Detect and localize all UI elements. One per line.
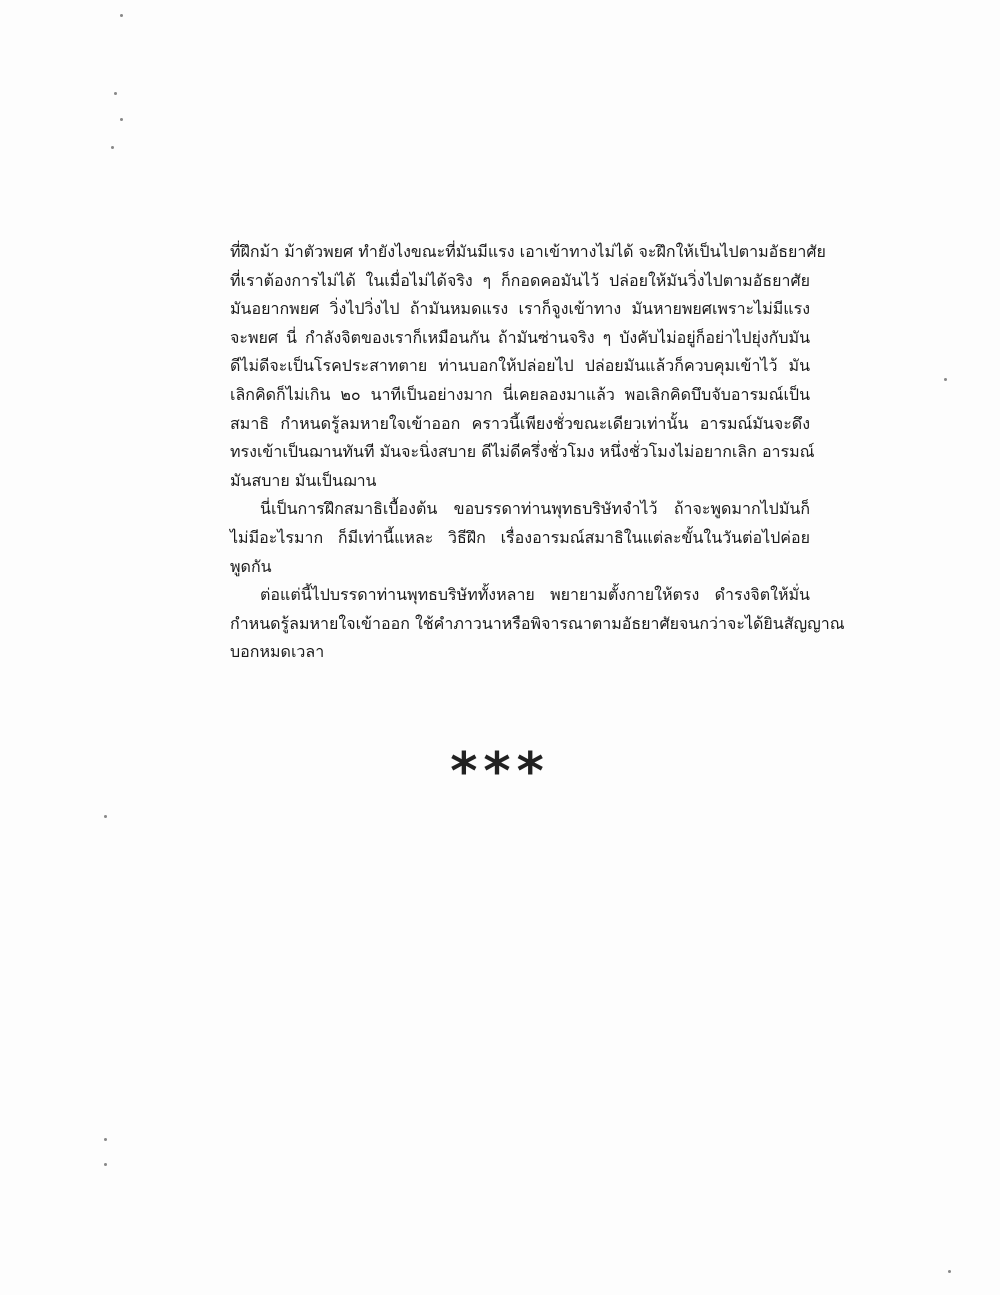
scan-speck — [120, 14, 123, 17]
scan-speck — [111, 146, 114, 149]
text-line: ที่ฝึกม้า ม้าตัวพยศ ทำยังไงขณะที่มันมีแรง เอาเข้าทางไม่ได้ จะฝึกให้เป็นไปตามอัธยาศัย — [230, 242, 826, 261]
scan-speck — [944, 378, 947, 381]
text-line: ต่อแต่นี้ไปบรรดาท่านพุทธบริษัททั้งหลาย พยายามตั้งกายให้ตรง ดำรงจิตให้มั่น — [260, 585, 810, 605]
text-line: มันสบาย มันเป็นฌาน — [230, 470, 377, 490]
text-line: พูดกัน — [230, 556, 272, 576]
scan-speck — [948, 1270, 951, 1273]
text-line: ทรงเข้าเป็นฌานทันที มันจะนิ่งสบาย ดีไม่ดีครึ่งชั่วโมง หนึ่งชั่วโมงไม่อยากเลิก อารมณ์ — [230, 442, 815, 462]
text-line: เลิกคิดก็ไม่เกิน ๒๐ นาทีเป็นอย่างมาก นี่เคยลองมาแล้ว พอเลิกคิดบึบจับอารมณ์เป็น — [230, 384, 810, 404]
text-line: สมาธิ กำหนดรู้ลมหายใจเข้าออก คราวนี้เพียงชั่วขณะเดียวเท่านั้น อารมณ์มันจะดึง — [230, 413, 810, 433]
scan-speck — [114, 92, 117, 95]
paragraph-1 — [230, 238, 826, 495]
text-line: ดีไม่ดีจะเป็นโรคประสาทตาย ท่านบอกให้ปล่อยไป ปล่อยมันแล้วก็ควบคุมเข้าไว้ มัน — [230, 356, 810, 376]
text-line: จะพยศ นี่ กำลังจิตของเราก็เหมือนกัน ถ้ามันซ่านจริง ๆ บังคับไม่อยู่ก็อย่าไปยุ่งกับมัน — [230, 327, 810, 347]
text-line: มันอยากพยศ วิ่งไปวิ่งไป ถ้ามันหมดแรง เราก็จูงเข้าทาง มันหายพยศเพราะไม่มีแรง — [230, 299, 810, 319]
text-line: กำหนดรู้ลมหายใจเข้าออก ใช้คำภาวนาหรือพิจารณาตามอัธยาศัยจนกว่าจะได้ยินสัญญาณ — [230, 613, 845, 633]
body-text — [230, 238, 845, 667]
text-line: นี่เป็นการฝึกสมาธิเบื้องต้น ขอบรรดาท่านพุทธบริษัทจำไว้ ถ้าจะพูดมากไปมันก็ — [260, 499, 810, 519]
paragraph-2 — [230, 495, 810, 581]
text-line: ไม่มีอะไรมาก ก็มีเท่านี้แหละ วิธีฝึก เรื่องอารมณ์สมาธิในแต่ละขั้นในวันต่อไปค่อย — [230, 527, 810, 547]
text-line: บอกหมดเวลา — [230, 642, 325, 662]
scan-speck — [120, 118, 123, 121]
scan-speck — [104, 1138, 107, 1141]
scan-speck — [104, 815, 107, 818]
text-line: ที่เราต้องการไม่ได้ ในเมื่อไม่ได้จริง ๆ ก็กอดคอมันไว้ ปล่อยให้มันวิ่งไปตามอัธยาศัย — [230, 270, 810, 290]
paragraph-3 — [230, 581, 845, 667]
scan-speck — [104, 1163, 107, 1166]
section-separator: *** — [450, 742, 550, 802]
